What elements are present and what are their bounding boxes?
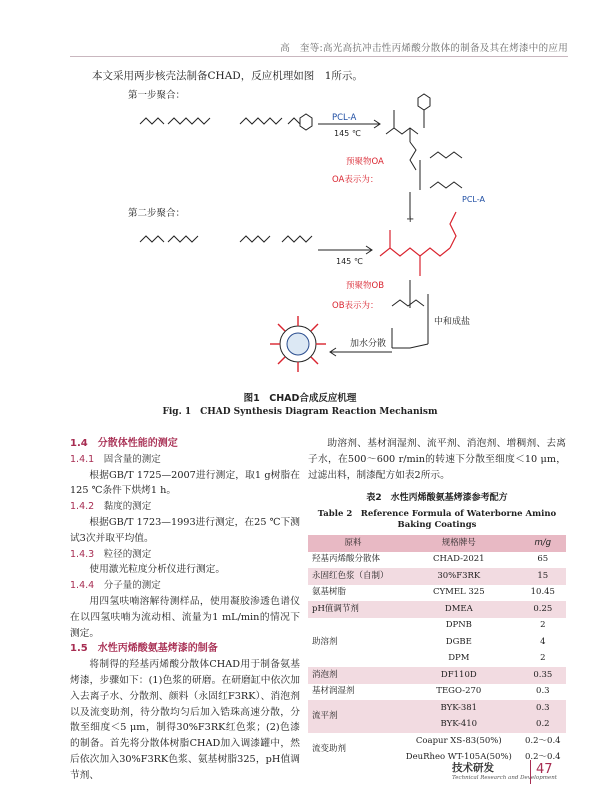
table-row: 基材润湿剂 TEGO-270 0.3 bbox=[312, 686, 550, 697]
plus-sign: + bbox=[406, 214, 415, 225]
right-column bbox=[308, 436, 566, 766]
neutralize-label: 中和成盐 bbox=[434, 317, 471, 327]
table-row: BYK-410 0.2 bbox=[308, 717, 566, 734]
table-row: DGBE 4 bbox=[445, 636, 546, 647]
styrene-vinyl bbox=[288, 118, 300, 124]
oa-structure-1 bbox=[430, 152, 462, 158]
table-row: 助溶剂 DPNB 2 bbox=[312, 620, 546, 647]
prepolymer-oa-label: 预聚物OA bbox=[346, 157, 384, 167]
section-1-4-1-text: 根据GB/T 1725—2007进行测定，取1 g树脂在125 ℃条件下烘烤1 h。 bbox=[70, 469, 300, 497]
prepolymer-ring bbox=[418, 94, 430, 110]
add-water-label: 加水分散 bbox=[350, 339, 387, 349]
monomer-4-skeleton bbox=[140, 236, 164, 242]
header-text: 高 奎等:高光高抗冲击性丙烯酸分散体的制备及其在烤漆中的应用 bbox=[280, 43, 568, 54]
section-1-4-1-heading: 1.4.1 固含量的测定 bbox=[70, 453, 161, 465]
table-2-caption-en: Table 2 Reference Formula of Waterborne Amino Baking Coatings bbox=[317, 509, 557, 531]
oa-structure-2 bbox=[430, 182, 462, 188]
monomer-5-skeleton bbox=[168, 236, 198, 242]
section-1-4-2-heading: 1.4.2 黏度的测定 bbox=[70, 501, 152, 513]
figure-caption-en: Fig. 1 CHAD Synthesis Diagram Reaction Mechanism bbox=[162, 407, 438, 417]
ob-structure bbox=[392, 300, 424, 306]
table-row: 消泡剂 DF110D 0.35 bbox=[308, 667, 566, 684]
table-row: DeuRheo WT-105A(50%) 0.2～0.4 bbox=[405, 752, 561, 763]
table-header-row bbox=[308, 535, 566, 552]
section-1-4-4-text: 用四氢呋喃溶解待测样品，使用凝胶渗透色谱仪在以四氢呋喃为流动相、流量为1 mL/min的情况下测定。 bbox=[70, 595, 300, 639]
section-1-5-heading: 1.5 水性丙烯酸氨基烤漆的制备 bbox=[70, 643, 218, 655]
prepolymer-ob-structure bbox=[380, 212, 456, 276]
table-header-mass: m/g bbox=[520, 535, 566, 552]
temp-1-label: 145 ℃ bbox=[334, 129, 361, 138]
section-1-5-continued: 助溶剂、基材润湿剂、流平剂、消泡剂、增稠剂、去离子水，在500～600 r/min的转速下分散至细度＜10 μm，过滤出料，制漆配方如表2所示。 bbox=[308, 438, 566, 481]
figure-caption-cn: 图1 CHAD合成反应机理 bbox=[243, 393, 357, 404]
table-header-raw: 原料 bbox=[308, 535, 398, 552]
monomer-2-skeleton bbox=[168, 118, 210, 124]
table-row: 永固红色浆（自制） 30%F3RK 15 bbox=[308, 568, 566, 585]
step1-label: 第一步聚合： bbox=[128, 90, 186, 101]
styrene-ring bbox=[300, 114, 312, 130]
dispersion-particle-icon bbox=[270, 316, 326, 372]
section-1-4-3-text: 使用激光粒度分析仪进行测定。 bbox=[89, 564, 226, 576]
table-header-spec: 规格牌号 bbox=[398, 535, 520, 552]
formula-table bbox=[308, 535, 566, 766]
running-header bbox=[0, 38, 600, 60]
footer-divider bbox=[530, 760, 531, 784]
monomer-3-skeleton bbox=[240, 118, 282, 124]
table-row: 氨基树脂 CYMEL 325 10.45 bbox=[312, 587, 555, 598]
table-row: 流变助剂 Coapur XS-83(50%) 0.2～0.4 bbox=[312, 735, 561, 754]
section-1-5-text: 将制得的羟基丙烯酸分散体CHAD用于制备氨基烤漆，步骤如下：(1)色浆的研磨。在研磨缸中依次加入去离子水、分散剂、颜料（永固红F3RK）、消泡剂以及流变助剂，待分散均匀后加入锆珠高速分散，分散至细度＜5 μm，制得30%F3RK红色浆；(2)色漆的制备。首先将分散体树脂CHAD加入调漆罐中，然后依次加入30%F3RK色浆、氨基树脂325，pH值调节剂、 bbox=[70, 659, 300, 781]
section-1-4-3-heading: 1.4.3 粒径的测定 bbox=[70, 548, 152, 560]
reaction-mechanism-figure bbox=[0, 80, 600, 390]
header-rule bbox=[70, 56, 568, 57]
prepolymer-oa-chain bbox=[386, 128, 418, 134]
journal-name-cn: 技术研发 bbox=[452, 762, 494, 774]
section-1-4-heading: 1.4 分散体性能的测定 bbox=[70, 438, 178, 449]
left-column bbox=[70, 436, 300, 784]
section-1-4-2-text: 根据GB/T 1723—1993进行测定，在25 ℃下测试3次并取平均值。 bbox=[70, 516, 300, 544]
pcl-a-label: PCL-A bbox=[332, 113, 357, 123]
ob-represent-label: OB表示为： bbox=[332, 301, 379, 311]
table-2-caption-cn: 表2 水性丙烯酸氨基烤漆参考配方 bbox=[366, 493, 508, 504]
prepolymer-pendant bbox=[410, 142, 416, 170]
oa-represent-label: OA表示为： bbox=[332, 175, 379, 185]
step2-label: 第二步聚合： bbox=[128, 208, 186, 219]
monomer-6-skeleton bbox=[240, 236, 270, 242]
table-row: DPM 2 bbox=[448, 653, 546, 664]
monomer-7-skeleton bbox=[282, 236, 312, 242]
pcl-a-label-2: PCL-A bbox=[462, 195, 485, 204]
monomer-1-skeleton bbox=[140, 118, 164, 124]
journal-name-en: Technical Research and Development bbox=[452, 775, 557, 781]
page-number: 47 bbox=[536, 762, 553, 777]
table-row: pH值调节剂 DMEA 0.25 bbox=[308, 601, 566, 618]
table-row: 羟基丙烯酸分散体 CHAD-2021 65 bbox=[312, 554, 549, 565]
section-1-4-4-heading: 1.4.4 分子量的测定 bbox=[70, 580, 161, 592]
table-row: 流平剂 BYK-381 0.3 bbox=[308, 700, 566, 717]
temp-2-label: 145 ℃ bbox=[336, 257, 363, 266]
intro-line: 本文采用两步核壳法制备CHAD，反应机理如图 1所示。 bbox=[92, 70, 363, 82]
prepolymer-ob-label: 预聚物OB bbox=[346, 281, 385, 291]
